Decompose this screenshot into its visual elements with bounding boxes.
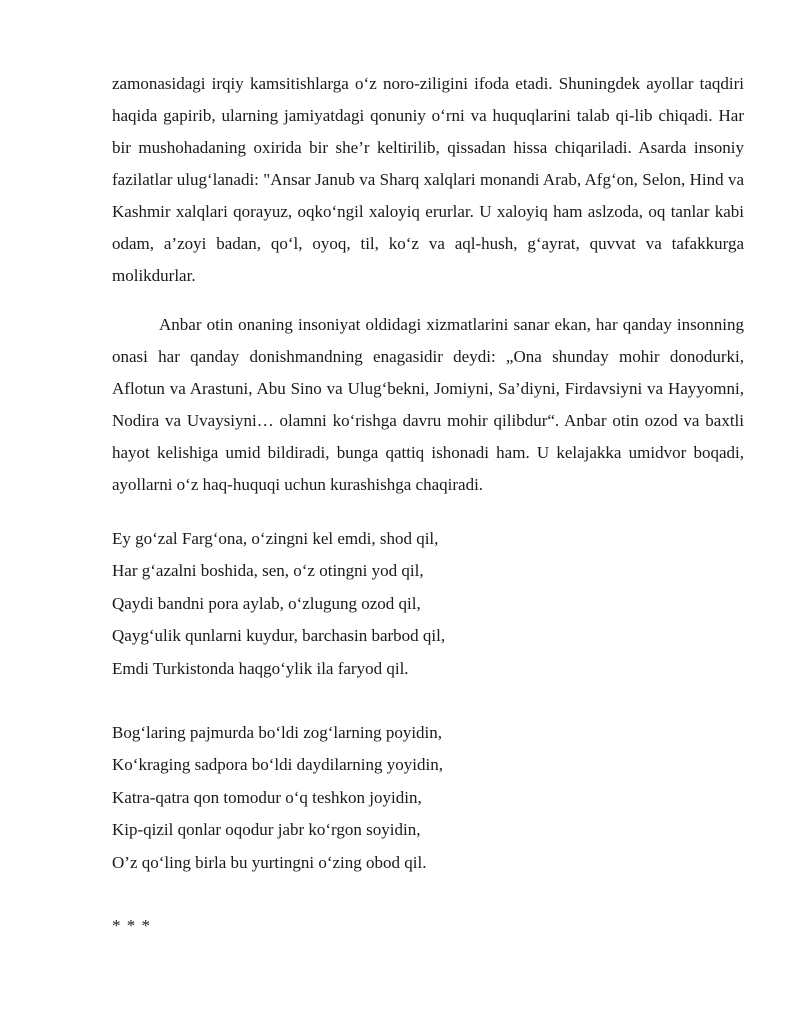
poem-line: Ey go‘zal Farg‘ona, o‘zingni kel emdi, shod qil, [112, 529, 439, 548]
poem-line: Ko‘kraging sadpora bo‘ldi daydilarning yoyidin, [112, 755, 443, 775]
poem-line: O’z qo‘ling birla bu yurtingni o‘zing obod qil. [112, 852, 427, 872]
document-page [112, 68, 744, 942]
poem-line: Qayg‘ulik qunlarni kuydur, barchasin barbod qil, [112, 626, 446, 646]
poem-line: Kip-qizil qonlar oqodur jabr ko‘rgon soyidin, [112, 820, 421, 840]
section-separator: * * * [112, 916, 151, 936]
poem-line: Qaydi bandni pora aylab, o‘zlugung ozod qil, [112, 593, 421, 613]
poem-line: Katra-qatra qon tomodur o‘q teshkon joyidin, [112, 787, 422, 807]
paragraph-2: Anbar otin onaning insoniyat oldidagi xizmatlarini sanar ekan, har qanday insonning onasi har qanday donishmandning enagasidir deydi: „Ona shunday mohir donodurki, Aflotun va Arastuni, Abu Sino va Ulug‘bekni, Jomiyni, Sa’diyni, Firdavsiyni va Hayyomni, Nodira va Uvaysiyni… olamni ko‘rishga davru mohir qilibdur“. Anbar otin ozod va baxtli hayot kelishiga umid bildiradi, bunga qattiq ishonadi ham. U kelajakka umidvor boqadi, ayollarni o‘z haq-huquqi uchun kurashishga chaqiradi. [112, 315, 744, 494]
paragraph-1: zamonasidagi irqiy kamsitishlarga o‘z noro-ziligini ifoda etadi. Shuningdek ayollar taqdiri haqida gapirib, ularning jamiyatdagi qonuniy o‘rni va huquqlarini talab qi-lib chiqadi. Har bir mushohadaning oxirida bir she’r keltirilib, qissadan hissa chiqariladi. Asarda insoniy fazilatlar ulug‘lanadi: "Ansar Janub va Sharq xalqlari monandi Arab, Afg‘on, Selon, Hind va Kashmir xalqlari qorayuz, oqko‘ngil xaloyiq erurlar. U xaloyiq ham aslzoda, oq tanlar kabi odam, a’zoyi badan, qo‘l, oyoq, til, ko‘z va aql-hush, g‘ayrat, quvvat va tafakkurga molikdurlar. [112, 74, 744, 285]
poem-stanza-2 [112, 717, 744, 879]
poem-line: Har g‘azalni boshida, sen, o‘z otingni yod qil, [112, 561, 424, 581]
poem-line: Bog‘laring pajmurda bo‘ldi zog‘larning poyidin, [112, 723, 443, 743]
poem-stanza-1 [112, 523, 744, 685]
poem-line: Emdi Turkistonda haqgo‘ylik ila faryod qil. [112, 658, 409, 678]
